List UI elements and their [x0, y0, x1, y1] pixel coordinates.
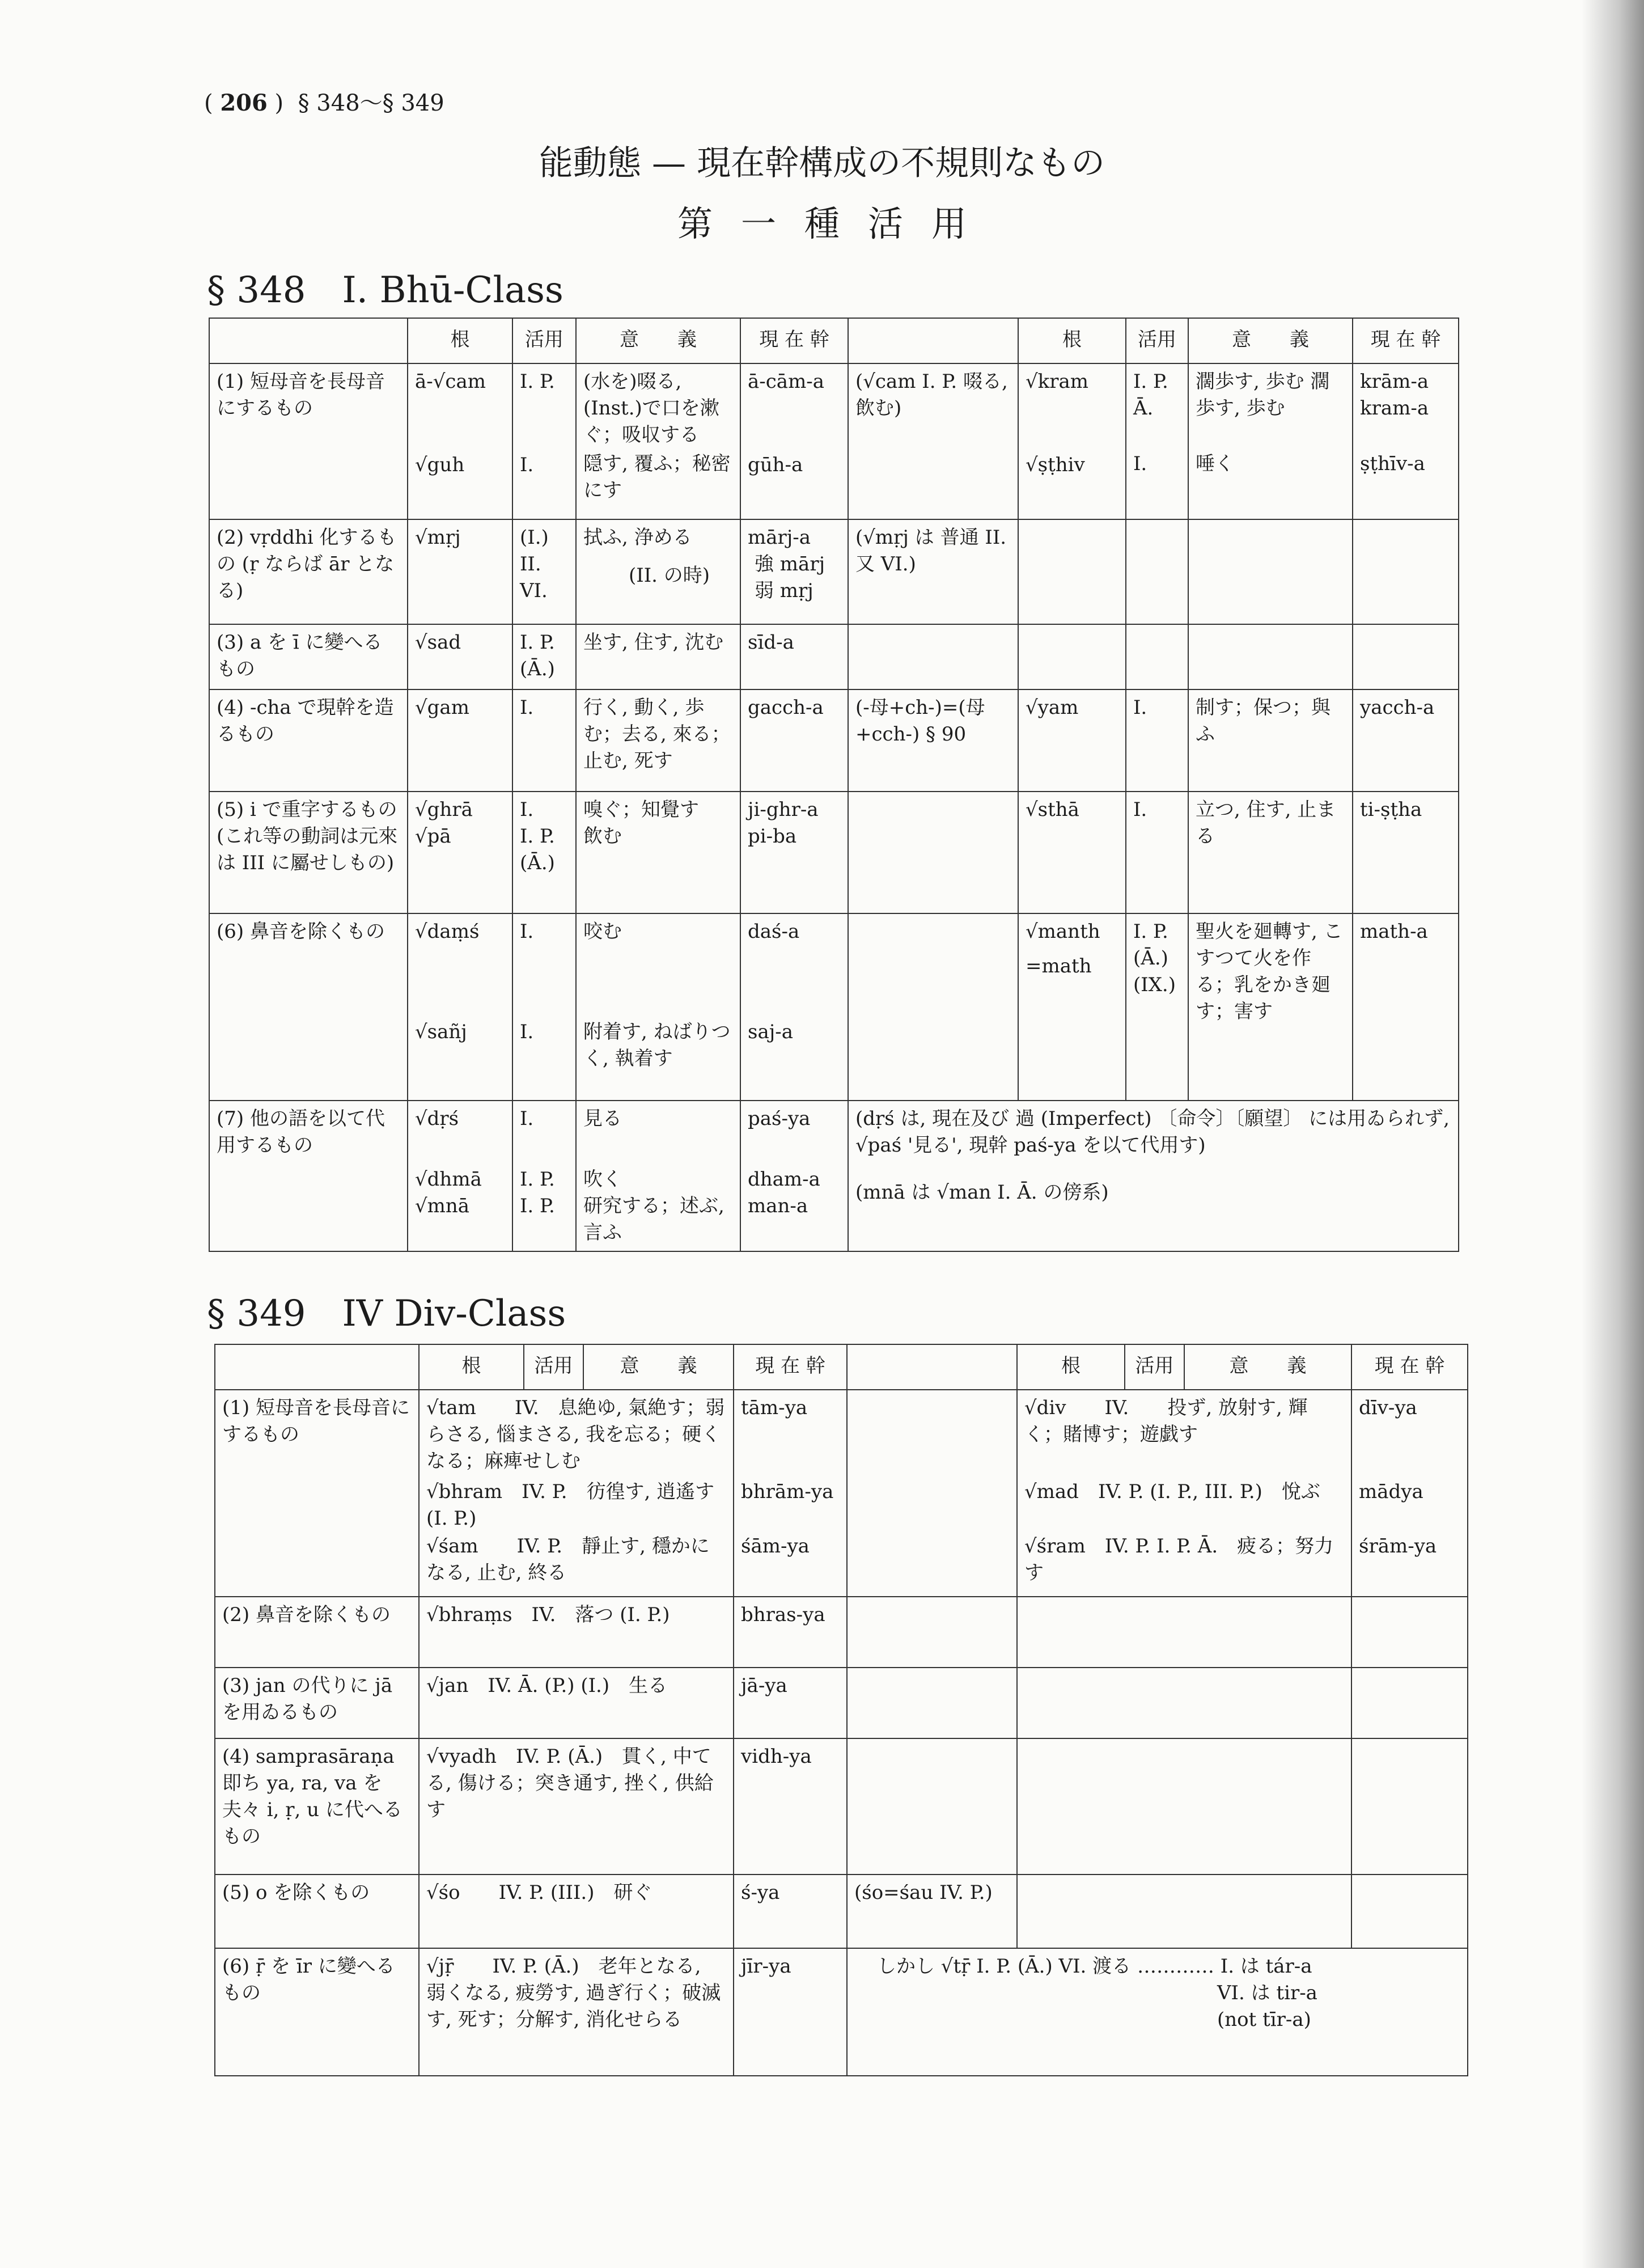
note-cell-wide: (dṛś は, 現在及び 過 (Imperfect) 〔命令〕〔願望〕 には用ゐられず, √paś '見る', 現幹 paś-ya を以て代用す) (mnā は √man I. Ā. の傍系)	[848, 1101, 1459, 1251]
stem-cell: tām-ya bhrām-ya śām-ya	[734, 1390, 847, 1597]
stem-cell: bhras-ya	[734, 1597, 847, 1668]
stem-cell: daś-a saj-a	[740, 913, 848, 1101]
meaning-cell: 見る 吹く 研究する；述ぶ, 言ふ	[576, 1101, 740, 1251]
stem-cell: ji-ghr-a pi-ba	[740, 792, 848, 913]
section-349-heading: § 349 IV Div-Class	[207, 1293, 566, 1335]
meaning-cell-2: 聖火を廻轉す, こすつて火を作る；乳をかき廻す；害す	[1188, 913, 1353, 1101]
table-row	[215, 1668, 1468, 1738]
note-cell-wide: しかし √tṝ I. P. (Ā.) VI. 渡る ………… I. は tár-a VI. は tir-a (not tīr-a)	[847, 1948, 1468, 2076]
entry-cell: √tam IV. 息絶ゆ, 氣絶す；弱らさる, 惱まさる, 我を忘る；硬くなる；麻痺せしむ √bhram IV. P. 彷徨す, 逍遙す (I. P.) √śam IV. P. 靜止す, 穩かになる, 止む, 終る	[419, 1390, 734, 1597]
table-row	[209, 1101, 1459, 1251]
stem-cell: paś-ya dham-a man-a	[740, 1101, 848, 1251]
page-title: 能動態 — 現在幹構成の不規則なもの	[539, 143, 1105, 183]
table-row	[215, 1597, 1468, 1668]
root-cell-2: √sthā	[1018, 792, 1126, 913]
root-cell: √dṛś √dhmā √mnā	[408, 1101, 512, 1251]
class-cell: I. P. I.	[512, 363, 576, 519]
table-row	[209, 913, 1459, 1101]
table-row	[209, 519, 1459, 624]
class-cell: I. P. (Ā.)	[512, 624, 576, 689]
stem-cell: ā-cām-a gūh-a	[740, 363, 848, 519]
col-root: 根	[419, 1344, 524, 1390]
class-cell: I. I.	[512, 913, 576, 1101]
stem-cell-2: math-a	[1353, 913, 1459, 1101]
meaning-cell: 咬む 附着す, ねばりつく, 執着す	[576, 913, 740, 1101]
entry-cell: √bhraṃs IV. 落つ (I. P.)	[419, 1597, 734, 1668]
stem-cell: jīr-ya	[734, 1948, 847, 2076]
section-348-heading: § 348 I. Bhū-Class	[207, 269, 563, 311]
col-empty	[209, 318, 408, 363]
entry-cell: √vyadh IV. P. (Ā.) 貫く, 中てる, 傷ける；突き通す, 挫く, 供給す	[419, 1738, 734, 1875]
meaning-cell-2: 立つ, 住す, 止まる	[1188, 792, 1353, 913]
table-row	[209, 792, 1459, 913]
table-row	[209, 624, 1459, 689]
meaning-cell: 坐す, 住す, 沈む	[576, 624, 740, 689]
root-cell: ā-√cam √guh	[408, 363, 512, 519]
row-label: (2) 鼻音を除くもの	[215, 1597, 419, 1668]
row-label: (5) i で重字するもの (これ等の動詞は元來は III に屬せしもの)	[209, 792, 408, 913]
col-meaning-2: 意 義	[1188, 318, 1353, 363]
root-cell: √daṃś √sañj	[408, 913, 512, 1101]
page-number: 206	[220, 90, 268, 116]
table-row	[215, 1948, 1468, 2076]
col-meaning: 意 義	[576, 318, 740, 363]
row-label: (5) o を除くもの	[215, 1875, 419, 1948]
col-stem: 現 在 幹	[740, 318, 848, 363]
stem-cell-2: ti-ṣṭha	[1353, 792, 1459, 913]
col-root-2: 根	[1018, 318, 1126, 363]
stem-cell: sīd-a	[740, 624, 848, 689]
meaning-cell: 行く, 動く, 歩む；去る, 來る；止む, 死す	[576, 689, 740, 792]
class-cell: I. I. P. I. P.	[512, 1101, 576, 1251]
row-label: (4) samprasāraṇa 即ち ya, ra, va を夫々 i, ṛ, u に代へるもの	[215, 1738, 419, 1875]
meaning-cell: 嗅ぐ；知覺す 飲む	[576, 792, 740, 913]
class-cell-2: I. P. Ā. I.	[1126, 363, 1188, 519]
root-cell: √sad	[408, 624, 512, 689]
class-cell-2: I. P. (Ā.) (IX.)	[1126, 913, 1188, 1101]
stem-cell: mārj-a 強 mārj 弱 mṛj	[740, 519, 848, 624]
meaning-cell: (水を)啜る, (Inst.)で口を漱ぐ；吸収する 隠す, 覆ふ；秘密にす	[576, 363, 740, 519]
col-meaning-2: 意 義	[1184, 1344, 1351, 1390]
table-row	[209, 689, 1459, 792]
stem-cell: vidh-ya	[734, 1738, 847, 1875]
header-row	[215, 1344, 1468, 1390]
class-cell: I.	[512, 689, 576, 792]
row-label: (6) 鼻音を除くもの	[209, 913, 408, 1101]
root-cell: √gam	[408, 689, 512, 792]
entry-cell: √jan IV. Ā. (P.) (I.) 生る	[419, 1668, 734, 1738]
page-header: ( 206 ) § 348〜§ 349	[204, 90, 444, 116]
row-label: (3) jan の代りに jā を用ゐるもの	[215, 1668, 419, 1738]
col-meaning: 意 義	[583, 1344, 734, 1390]
col-root-2: 根	[1017, 1344, 1125, 1390]
root-cell-2: √manth =math	[1018, 913, 1126, 1101]
table-row	[215, 1738, 1468, 1875]
row-label: (1) 短母音を長母音にするもの	[209, 363, 408, 519]
note-cell: (√mṛj は 普通 II. 又 VI.)	[848, 519, 1018, 624]
row-label: (7) 他の語を以て代用するもの	[209, 1101, 408, 1251]
page-subtitle: 第一種活用	[677, 203, 995, 244]
class-cell-2: I.	[1126, 792, 1188, 913]
col-stem-2: 現 在 幹	[1353, 318, 1459, 363]
col-class: 活用	[524, 1344, 583, 1390]
note-cell: (śo=śau IV. P.)	[847, 1875, 1017, 1948]
stem-cell: gacch-a	[740, 689, 848, 792]
class-cell: (I.) II. VI.	[512, 519, 576, 624]
row-label: (1) 短母音を長母音にするもの	[215, 1390, 419, 1597]
table-row	[215, 1875, 1468, 1948]
root-cell: √mṛj	[408, 519, 512, 624]
header-row	[209, 318, 1459, 363]
note-cell: (√cam I. P. 啜る, 飲む)	[848, 363, 1018, 519]
col-stem: 現 在 幹	[734, 1344, 847, 1390]
root-cell: √ghrā √pā	[408, 792, 512, 913]
stem-cell-2: yacch-a	[1353, 689, 1459, 792]
col-note	[848, 318, 1018, 363]
col-class: 活用	[512, 318, 576, 363]
meaning-cell-2: 濶歩す, 歩む 濶歩す, 歩む 唾く	[1188, 363, 1353, 519]
entry-cell: √śo IV. P. (III.) 研ぐ	[419, 1875, 734, 1948]
row-label: (6) ṝ を īr に變へるもの	[215, 1948, 419, 2076]
meaning-cell: 拭ふ, 浄める (II. の時)	[576, 519, 740, 624]
table-row	[209, 363, 1459, 519]
meaning-cell-2: 制す；保つ；與ふ	[1188, 689, 1353, 792]
class-cell-2: I.	[1126, 689, 1188, 792]
col-stem-2: 現 在 幹	[1351, 1344, 1468, 1390]
stem-cell: jā-ya	[734, 1668, 847, 1738]
root-cell-2: √kram √ṣṭhiv	[1018, 363, 1126, 519]
class-cell: I. I. P. (Ā.)	[512, 792, 576, 913]
div-class-table	[214, 1344, 1468, 2076]
stem-cell-2: krām-a kram-a ṣṭhīv-a	[1353, 363, 1459, 519]
stem-cell-2: dīv-ya mādya śrām-ya	[1351, 1390, 1468, 1597]
col-root: 根	[408, 318, 512, 363]
col-class-2: 活用	[1125, 1344, 1184, 1390]
note-cell: (-母+ch-)=(母+cch-) § 90	[848, 689, 1018, 792]
section-range: § 348〜§ 349	[298, 90, 444, 116]
col-class-2: 活用	[1126, 318, 1188, 363]
row-label: (2) vṛddhi 化するもの (ṛ ならば ār となる)	[209, 519, 408, 624]
bhu-class-table	[209, 318, 1459, 1252]
row-label: (3) a を ī に變へるもの	[209, 624, 408, 689]
entry-cell: √jṝ IV. P. (Ā.) 老年となる, 弱くなる, 疲勞す, 過ぎ行く；破滅す, 死す；分解す, 消化せらる	[419, 1948, 734, 2076]
stem-cell: ś-ya	[734, 1875, 847, 1948]
table-row	[215, 1390, 1468, 1597]
row-label: (4) -cha で現幹を造るもの	[209, 689, 408, 792]
page-edge-shadow	[1582, 0, 1644, 2268]
root-cell-2: √yam	[1018, 689, 1126, 792]
entry-cell-2: √div IV. 投ず, 放射す, 輝く；賭博す；遊戯す √mad IV. P. (I. P., III. P.) 悅ぶ √śram IV. P. I. P. Ā. 疲る；努力す	[1017, 1390, 1351, 1597]
